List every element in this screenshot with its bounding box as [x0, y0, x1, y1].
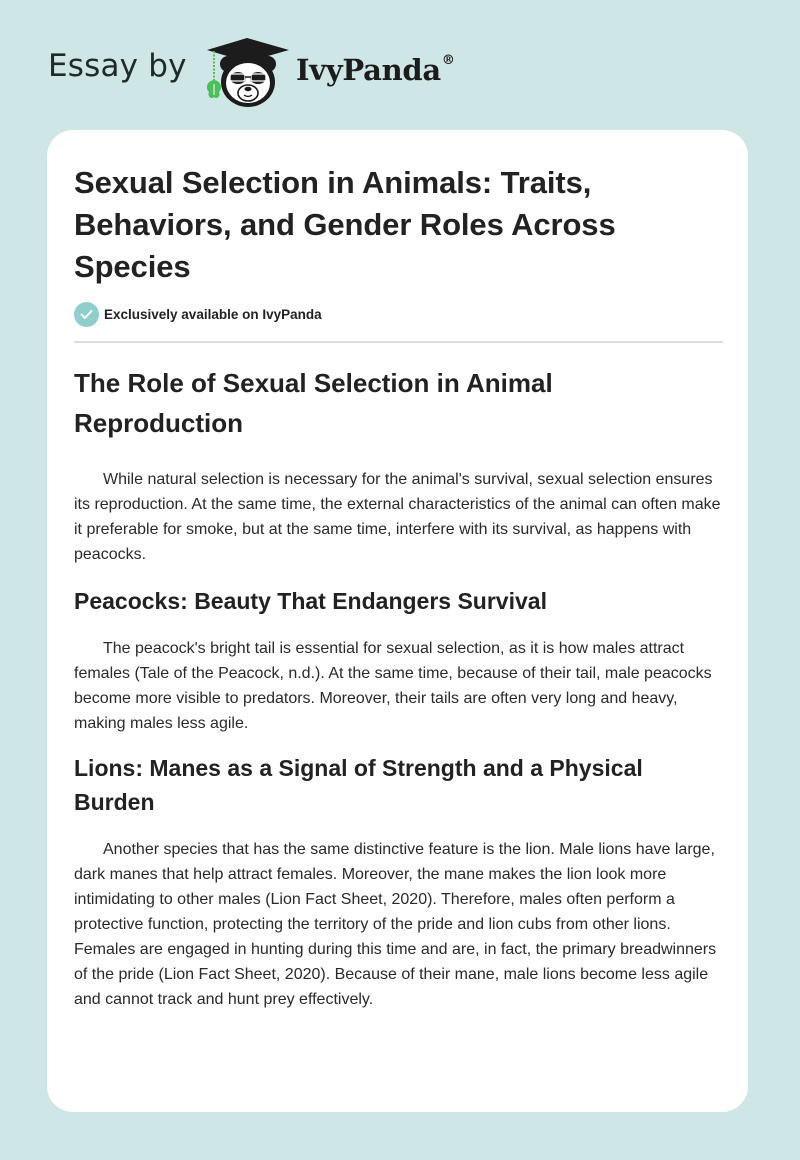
essay-card: [47, 130, 748, 1112]
section-paragraph-role-of-sexual-selection: While natural selection is necessary for the animal's survival, sexual selection ensures its reproduction. At the same time, the external characteristics of the animal can often make it preferable for smoke, but at the same time, interfere with its survival, as happens with peacocks.: [74, 471, 721, 563]
section-heading-peacocks: Peacocks: Beauty That Endangers Survival: [74, 588, 547, 614]
essay-by-label: Essay by: [48, 48, 187, 84]
section-heading-lions: Lions: Manes as a Signal of Strength and a Physical Burden: [74, 755, 643, 815]
panda-graduate-logo-icon[interactable]: [201, 34, 293, 110]
page-title: Sexual Selection in Animals: Traits, Behaviors, and Gender Roles Across Species: [74, 165, 616, 284]
site-header: [0, 0, 800, 130]
check-circle-icon: [74, 302, 99, 327]
brand-name[interactable]: [296, 53, 455, 87]
registered-mark: ®: [441, 53, 455, 68]
exclusive-badge-text: Exclusively available on IvyPanda: [104, 306, 322, 322]
section-paragraph-peacocks: The peacock's bright tail is essential for sexual selection, as it is how males attract females (Tale of the Peacock, n.d.). At the same time, because of their tail, male peacocks become more visible to predators. Moreover, their tails are often very long and heavy, making males less agile.: [74, 640, 712, 732]
brand-name-text: IvyPanda: [296, 53, 441, 87]
essay-content: [74, 130, 724, 1012]
section-paragraph-lions: Another species that has the same distinctive feature is the lion. Male lions have large, dark manes that help attract females. Moreover, the mane makes the lion look more intimidating to other males (Lion Fact Sheet, 2020). Therefore, males often perform a protective function, protecting the territory of the pride and lion cubs from other lions. Females are engaged in hunting during this time and are, in fact, the primary breadwinners of the pride (Lion Fact Sheet, 2020). Because of their mane, male lions become less agile and cannot track and hunt prey effectively.: [74, 841, 717, 1008]
section-heading-role-of-sexual-selection: The Role of Sexual Selection in Animal Reproduction: [74, 368, 553, 438]
title-divider: [74, 341, 723, 343]
exclusive-badge: [74, 301, 724, 327]
